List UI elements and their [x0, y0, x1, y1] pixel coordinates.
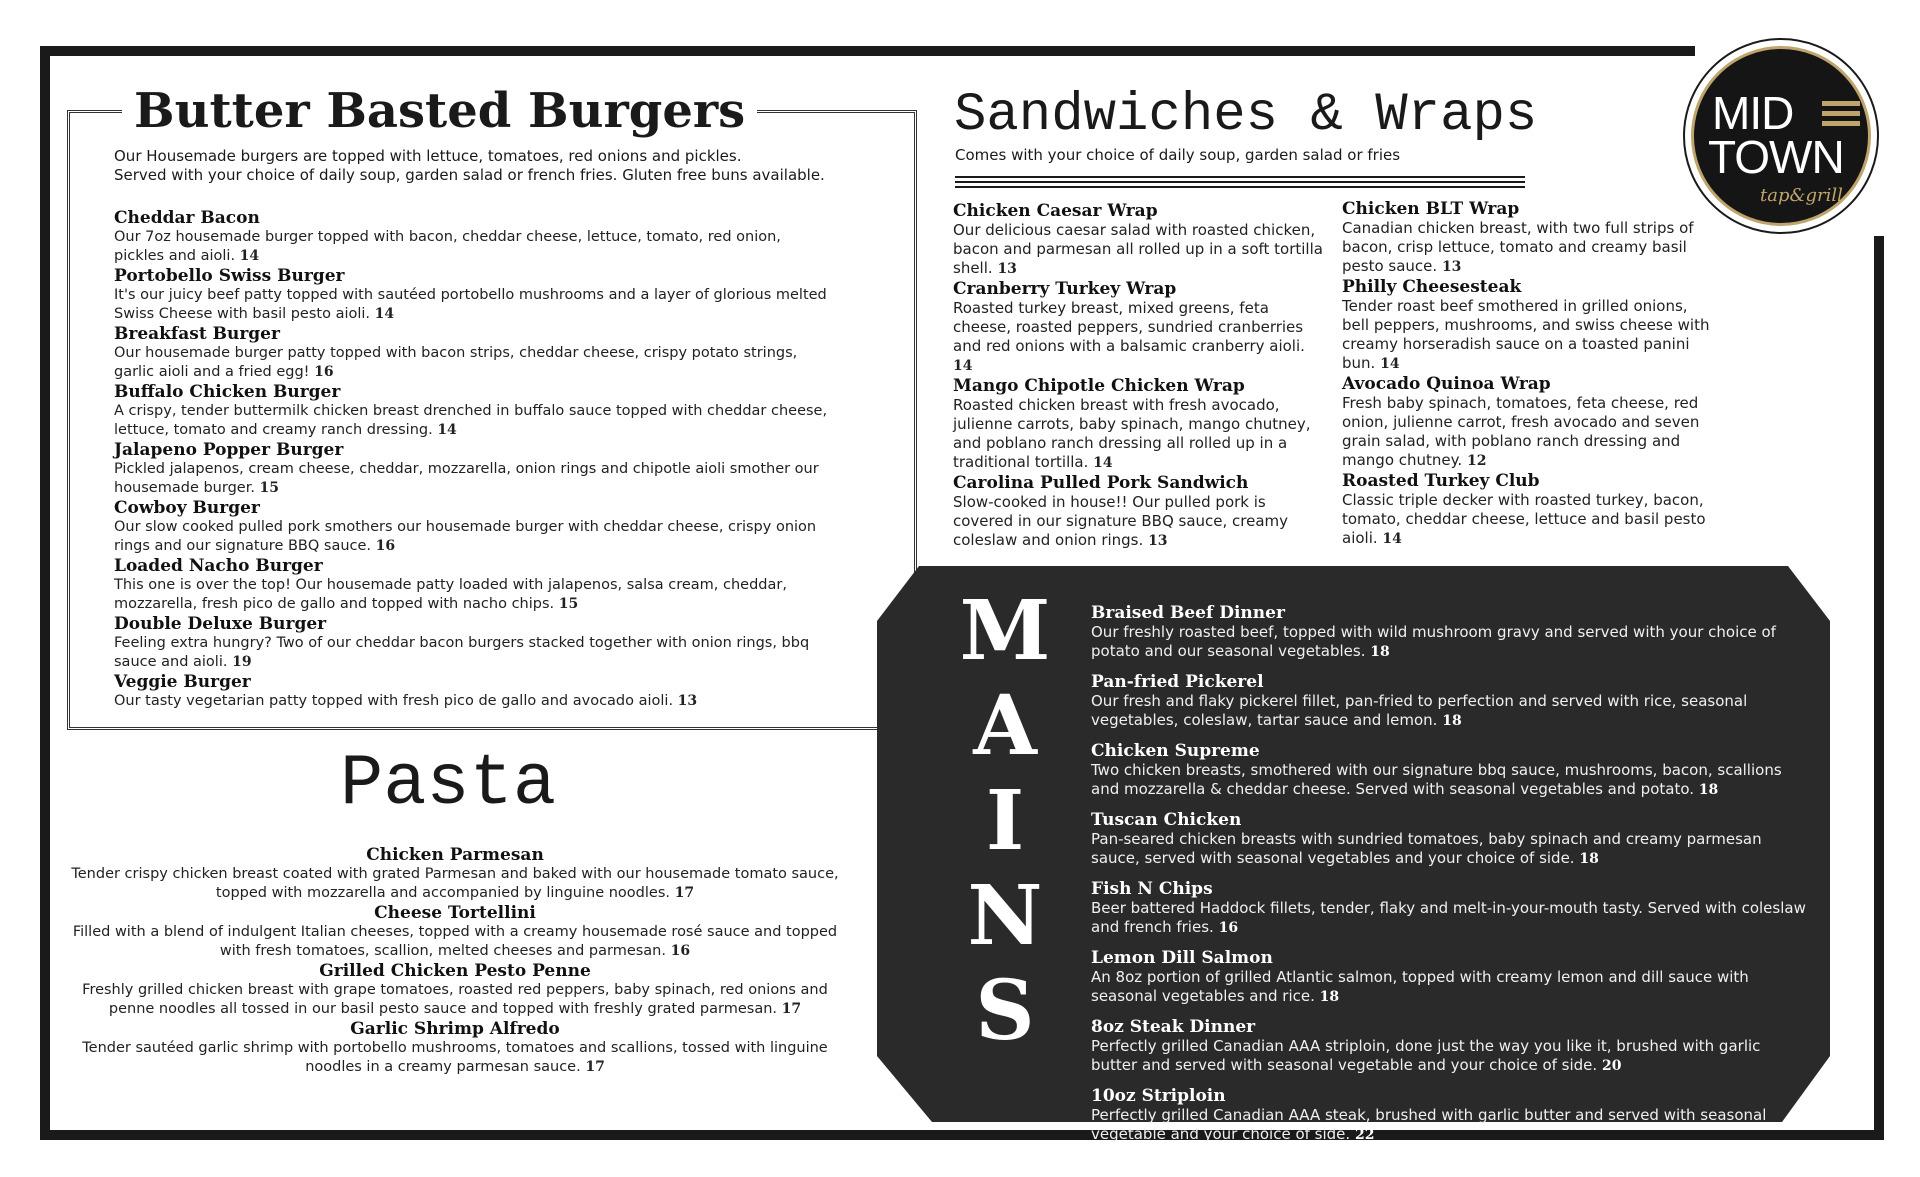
item-name: Jalapeno Popper Burger [114, 440, 344, 460]
item-price: 18 [1698, 782, 1719, 798]
item-description [114, 460, 834, 498]
item-price: 13 [677, 693, 698, 709]
item-description [1091, 1106, 1811, 1145]
logo-text-mid: MID [1712, 87, 1794, 139]
item-name: Chicken BLT Wrap [1342, 199, 1520, 219]
item-price: 14 [239, 248, 260, 264]
item-desc-text: Roasted chicken breast with fresh avocado, julienne carrots, baby spinach, mango chutney, and poblano ranch dressing all rolled up in a traditional tortilla. [953, 396, 1311, 471]
item-desc-text: Our slow cooked pulled pork smothers our housemade burger with cheddar cheese, crispy onion rings and our signature BBQ sauce. [114, 519, 817, 554]
item-price: 13 [997, 261, 1017, 277]
item-name: Avocado Quinoa Wrap [1342, 374, 1551, 394]
item-desc-text: Canadian chicken breast, with two full strips of bacon, crisp lettuce, tomato and creamy basil pesto sauce. [1342, 219, 1694, 275]
item-name: Cranberry Turkey Wrap [953, 279, 1177, 299]
item-price: 16 [375, 538, 396, 554]
menu-item [114, 498, 834, 556]
item-description [1091, 1037, 1811, 1076]
item-name: Buffalo Chicken Burger [114, 382, 341, 402]
logo-tagline: tap&grill [1760, 185, 1843, 206]
item-name: Fish N Chips [1091, 879, 1213, 899]
item-description [70, 981, 840, 1019]
sandwiches-column-right [1342, 199, 1717, 549]
menu-item [1091, 810, 1811, 869]
item-desc-text: Classic triple decker with roasted turkey, bacon, tomato, cheddar cheese, lettuce and basil pesto aioli. [1342, 491, 1706, 547]
item-description [1342, 394, 1717, 471]
item-price: 13 [1441, 259, 1462, 275]
menu-item [1342, 277, 1717, 374]
menu-item [1091, 672, 1811, 731]
item-price: 20 [1601, 1058, 1622, 1074]
menu-item [1091, 741, 1811, 800]
burgers-intro-line: Served with your choice of daily soup, garden salad or french fries. Gluten free buns available. [114, 166, 825, 184]
item-desc-text: A crispy, tender buttermilk chicken breast drenched in buffalo sauce topped with cheddar cheese, lettuce, tomato and creamy ranch dressing. [114, 403, 828, 438]
item-description [1342, 297, 1717, 374]
item-name: Lemon Dill Salmon [1091, 948, 1273, 968]
item-name: Garlic Shrimp Alfredo [350, 1019, 560, 1039]
item-price: 17 [781, 1001, 802, 1017]
item-name: Cowboy Burger [114, 498, 260, 518]
item-name: Roasted Turkey Club [1342, 471, 1540, 491]
burgers-intro [114, 147, 874, 185]
item-desc-text: Perfectly grilled Canadian AAA striploin, done just the way you like it, brushed with garlic butter and served with seasonal vegetable and your choice of side. [1091, 1037, 1761, 1074]
item-name: Veggie Burger [114, 672, 251, 692]
mains-vertical-title [945, 584, 1065, 1059]
item-price: 19 [232, 654, 252, 670]
item-name: Double Deluxe Burger [114, 614, 327, 634]
item-description [953, 221, 1328, 279]
item-price: 13 [1148, 533, 1168, 549]
item-name: Grilled Chicken Pesto Penne [319, 961, 591, 981]
sandwiches-title: Sandwiches & Wraps [954, 85, 1538, 146]
item-desc-text: Slow-cooked in house!! Our pulled pork is covered in our signature BBQ sauce, creamy coleslaw and onion rings. [953, 493, 1289, 549]
item-description [1091, 830, 1811, 869]
item-desc-text: Perfectly grilled Canadian AAA steak, brushed with garlic butter and served with seasonal vegetable and your choice of side. [1091, 1106, 1767, 1143]
item-description [1342, 219, 1717, 277]
item-desc-text: Tender roast beef smothered in grilled onions, bell peppers, mushrooms, and swiss cheese with creamy horseradish sauce on a toasted panini bun. [1342, 297, 1710, 372]
menu-item [114, 672, 834, 711]
item-price: 14 [437, 422, 457, 438]
item-price: 18 [1370, 644, 1390, 660]
item-name: Breakfast Burger [114, 324, 280, 344]
frame-border-left [40, 46, 50, 1140]
item-description [1091, 968, 1811, 1007]
item-name: 8oz Steak Dinner [1091, 1017, 1256, 1037]
menu-item [70, 845, 840, 903]
mains-letter: I [985, 773, 1025, 869]
item-name: Loaded Nacho Burger [114, 556, 323, 576]
mains-letter: S [975, 963, 1035, 1059]
sandwiches-divider [955, 176, 1525, 191]
item-desc-text: Tender sautéed garlic shrimp with portobello mushrooms, tomatoes and scallions, tossed with linguine noodles in a creamy parmesan sauce. [82, 1040, 828, 1075]
item-desc-text: Tender crispy chicken breast coated with grated Parmesan and baked with our housemade tomato sauce, topped with mozzarella and accompanied by linguine noodles. [71, 866, 839, 901]
item-price: 17 [585, 1059, 605, 1075]
item-price: 17 [674, 885, 695, 901]
item-description [114, 402, 834, 440]
item-desc-text: Feeling extra hungry? Two of our cheddar bacon burgers stacked together with onion rings, bbq sauce and aioli. [114, 635, 810, 670]
item-description [70, 1039, 840, 1077]
menu-item [114, 324, 834, 382]
item-desc-text: Filled with a blend of indulgent Italian cheeses, topped with a creamy housemade rosé sauce and topped with fresh tomatoes, scallion, melted cheeses and parmesan. [72, 924, 838, 959]
burgers-intro-line: Our Housemade burgers are topped with lettuce, tomatoes, red onions and pickles. [114, 147, 742, 165]
mains-letter: A [973, 678, 1037, 774]
item-name: Chicken Parmesan [366, 845, 544, 865]
item-name: Carolina Pulled Pork Sandwich [953, 473, 1249, 493]
item-description [70, 865, 840, 903]
midtown-logo [1683, 38, 1879, 234]
item-price: 14 [1380, 356, 1400, 372]
menu-item [1091, 603, 1811, 662]
menu-item [953, 201, 1328, 279]
item-description [114, 344, 834, 382]
item-description [953, 493, 1328, 551]
menu-item [1091, 1086, 1811, 1145]
item-name: Braised Beef Dinner [1091, 603, 1285, 623]
pasta-list [70, 845, 840, 1077]
item-desc-text: Two chicken breasts, smothered with our signature bbq sauce, mushrooms, bacon, scallions and mozzarella & cheddar cheese. Served with seasonal vegetables and potato. [1091, 761, 1782, 798]
logo-bars-icon [1822, 101, 1860, 131]
menu-item [1091, 948, 1811, 1007]
item-description [114, 286, 834, 324]
item-desc-text: This one is over the top! Our housemade patty loaded with jalapenos, salsa cream, cheddar, mozzarella, fresh pico de gallo and topped with nacho chips. [114, 577, 787, 612]
item-desc-text: Our freshly roasted beef, topped with wild mushroom gravy and served with your choice of potato and our seasonal vegetables. [1091, 623, 1776, 660]
menu-item [953, 279, 1328, 376]
item-desc-text: Fresh baby spinach, tomatoes, feta cheese, red onion, julienne carrot, fresh avocado and seven grain salad, with poblano ranch dressing and mango chutney. [1342, 394, 1700, 469]
item-description [953, 396, 1328, 473]
frame-border-right [1874, 236, 1884, 1140]
item-name: Chicken Caesar Wrap [953, 201, 1158, 221]
item-desc-text: Roasted turkey breast, mixed greens, feta cheese, roasted peppers, sundried cranberries and red onions with a balsamic cranberry aioli. [953, 299, 1305, 355]
item-name: Portobello Swiss Burger [114, 266, 345, 286]
pasta-title: Pasta [340, 743, 557, 825]
item-price: 14 [953, 358, 973, 374]
menu-item [114, 382, 834, 440]
item-name: Chicken Supreme [1091, 741, 1260, 761]
menu-item [114, 266, 834, 324]
item-desc-text: Our housemade burger patty topped with bacon strips, cheddar cheese, crispy potato strings, garlic aioli and a fried egg! [114, 345, 798, 380]
item-price: 15 [259, 480, 280, 496]
item-price: 14 [1382, 531, 1402, 547]
menu-item [1091, 879, 1811, 938]
item-desc-text: Our fresh and flaky pickerel fillet, pan-fried to perfection and served with rice, seasonal vegetables, coleslaw, tartar sauce and lemon. [1091, 692, 1748, 729]
menu-item [114, 556, 834, 614]
menu-item [1342, 374, 1717, 471]
mains-list [1091, 603, 1811, 1145]
menu-item [114, 208, 834, 266]
item-name: Mango Chipotle Chicken Wrap [953, 376, 1245, 396]
item-description [70, 923, 840, 961]
item-price: 12 [1466, 453, 1487, 469]
menu-item [70, 961, 840, 1019]
item-description [1091, 692, 1811, 731]
item-description [114, 228, 834, 266]
mains-letter: M [959, 583, 1051, 679]
item-name: Cheddar Bacon [114, 208, 260, 228]
item-desc-text: Our delicious caesar salad with roasted chicken, bacon and parmesan all rolled up in a soft tortilla shell. [953, 221, 1323, 277]
item-description [1091, 623, 1811, 662]
item-desc-text: Pickled jalapenos, cream cheese, cheddar, mozzarella, onion rings and chipotle aioli smother our housemade burger. [114, 461, 819, 496]
item-description [114, 634, 834, 672]
item-name: Tuscan Chicken [1091, 810, 1242, 830]
item-price: 16 [670, 943, 691, 959]
item-price: 14 [1093, 455, 1113, 471]
item-description [1342, 491, 1717, 549]
item-price: 16 [1218, 920, 1239, 936]
item-desc-text: Freshly grilled chicken breast with grape tomatoes, roasted red peppers, baby spinach, red onions and penne noodles all tossed in our basil pesto sauce and topped with freshly grated parmesan. [82, 982, 828, 1017]
burgers-list [114, 208, 834, 711]
menu-item [114, 440, 834, 498]
item-price: 14 [374, 306, 395, 322]
item-price: 18 [1442, 713, 1462, 729]
menu-item [114, 614, 834, 672]
item-description [1091, 761, 1811, 800]
item-name: 10oz Striploin [1091, 1086, 1226, 1106]
frame-border-top [40, 46, 1695, 56]
item-name: Pan-fried Pickerel [1091, 672, 1264, 692]
item-name: Cheese Tortellini [374, 903, 536, 923]
menu-item [1342, 199, 1717, 277]
item-desc-text: Pan-seared chicken breasts with sundried tomatoes, baby spinach and creamy parmesan sauce, served with seasonal vegetables and your choice of side. [1091, 830, 1762, 867]
burgers-title: Butter Basted Burgers [122, 82, 757, 140]
item-price: 18 [1579, 851, 1599, 867]
menu-item [70, 1019, 840, 1077]
item-price: 22 [1354, 1127, 1375, 1143]
logo-badge [1691, 46, 1871, 226]
sandwiches-column-left [953, 201, 1328, 551]
item-name: Philly Cheesesteak [1342, 277, 1522, 297]
sandwiches-subtitle: Comes with your choice of daily soup, garden salad or fries [955, 146, 1401, 164]
item-description [953, 299, 1328, 376]
item-desc-text: It's our juicy beef patty topped with sautéed portobello mushrooms and a layer of glorious melted Swiss Cheese with basil pesto aioli. [114, 287, 827, 322]
item-desc-text: An 8oz portion of grilled Atlantic salmon, topped with creamy lemon and dill sauce with seasonal vegetables and rice. [1091, 968, 1749, 1005]
item-description [114, 576, 834, 614]
item-description [1091, 899, 1811, 938]
item-price: 15 [558, 596, 579, 612]
item-price: 18 [1319, 989, 1340, 1005]
item-desc-text: Beer battered Haddock fillets, tender, flaky and melt-in-your-mouth tasty. Served with coleslaw and french fries. [1091, 899, 1806, 936]
menu-item [1091, 1017, 1811, 1076]
item-desc-text: Our 7oz housemade burger topped with bacon, cheddar cheese, lettuce, tomato, red onion, pickles and aioli. [114, 229, 781, 264]
logo-text-town: TOWN [1708, 131, 1844, 183]
item-price: 16 [314, 364, 334, 380]
item-description [114, 692, 834, 711]
menu-item [70, 903, 840, 961]
mains-letter: N [967, 868, 1043, 964]
item-desc-text: Our tasty vegetarian patty topped with fresh pico de gallo and avocado aioli. [114, 693, 674, 709]
menu-item [953, 473, 1328, 551]
menu-item [1342, 471, 1717, 549]
item-description [114, 518, 834, 556]
menu-item [953, 376, 1328, 473]
